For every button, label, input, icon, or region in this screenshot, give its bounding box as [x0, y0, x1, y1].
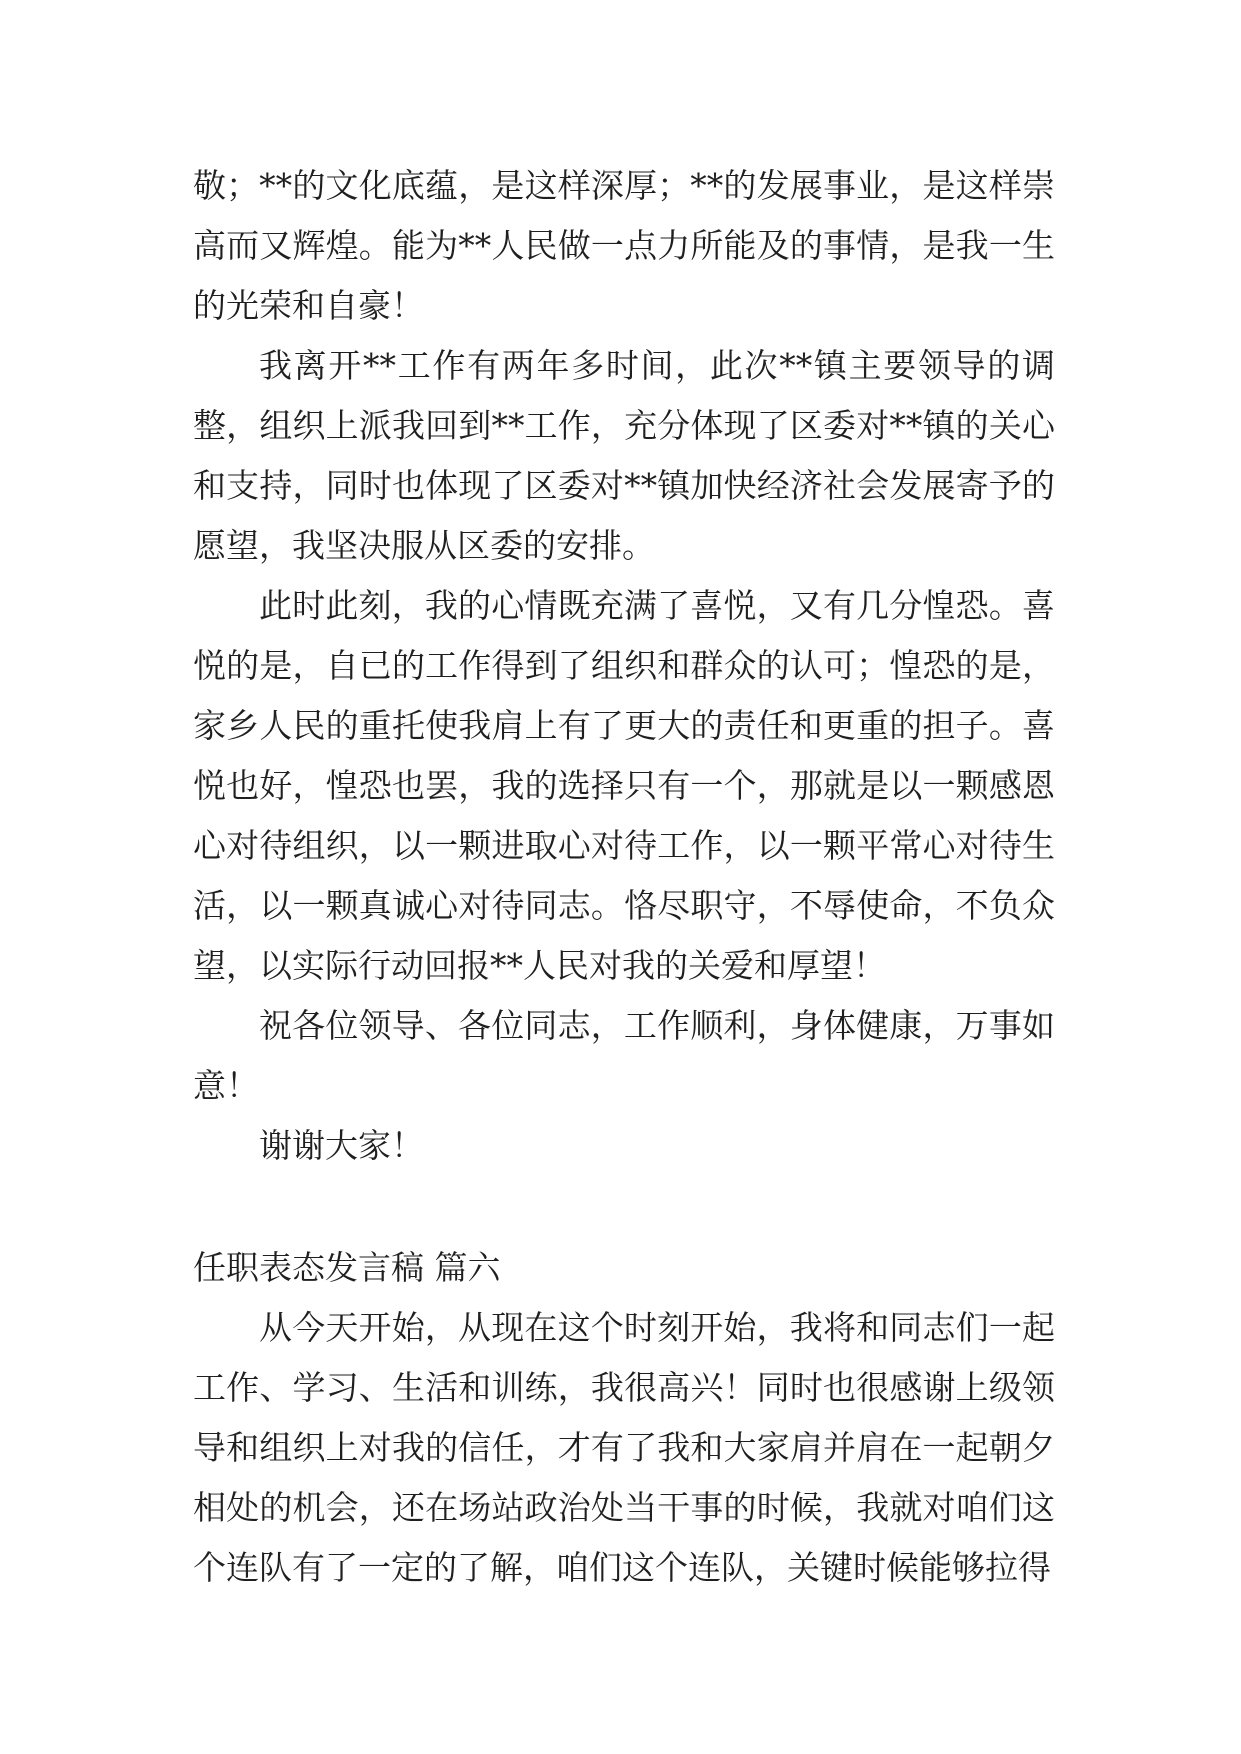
section-heading: 任职表态发言稿 篇六	[193, 1248, 501, 1287]
paragraph-return-to-work: 我离开**工作有两年多时间，此次**镇主要领导的调整，组织上派我回到**工作，充分体现了区委对**镇的关心和支持，同时也体现了区委对**镇加快经济社会发展寄予的愿望，我坚决服从区委的安排。	[193, 346, 1055, 565]
paragraph-section-opening: 从今天开始，从现在这个时刻开始，我将和同志们一起工作、学习、生活和训练，我很高兴！同时也很感谢上级领导和组织上对我的信任，才有了我和大家肩并肩在一起朝夕相处的机会，还在场站政治处当干事的时候，我就对咱们这个连队有了一定的了解，咱们这个连队，关键时候能够拉得	[193, 1308, 1055, 1587]
paragraph-continuation: 敬；**的文化底蕴，是这样深厚；**的发展事业，是这样崇高而又辉煌。能为**人民做一点力所能及的事情，是我一生的光荣和自豪！	[193, 166, 1055, 325]
paragraph-wishes: 祝各位领导、各位同志，工作顺利，身体健康，万事如意！	[193, 1006, 1055, 1105]
document-body	[193, 156, 1055, 1598]
paragraph-feelings: 此时此刻，我的心情既充满了喜悦，又有几分惶恐。喜悦的是，自已的工作得到了组织和群众的认可；惶恐的是，家乡人民的重托使我肩上有了更大的责任和更重的担子。喜悦也好，惶恐也罢，我的选择只有一个，那就是以一颗感恩心对待组织，以一颗进取心对待工作，以一颗平常心对待生活，以一颗真诚心对待同志。恪尽职守，不辱使命，不负众望，以实际行动回报**人民对我的关爱和厚望！	[193, 586, 1055, 985]
paragraph-thanks: 谢谢大家！	[259, 1126, 424, 1165]
